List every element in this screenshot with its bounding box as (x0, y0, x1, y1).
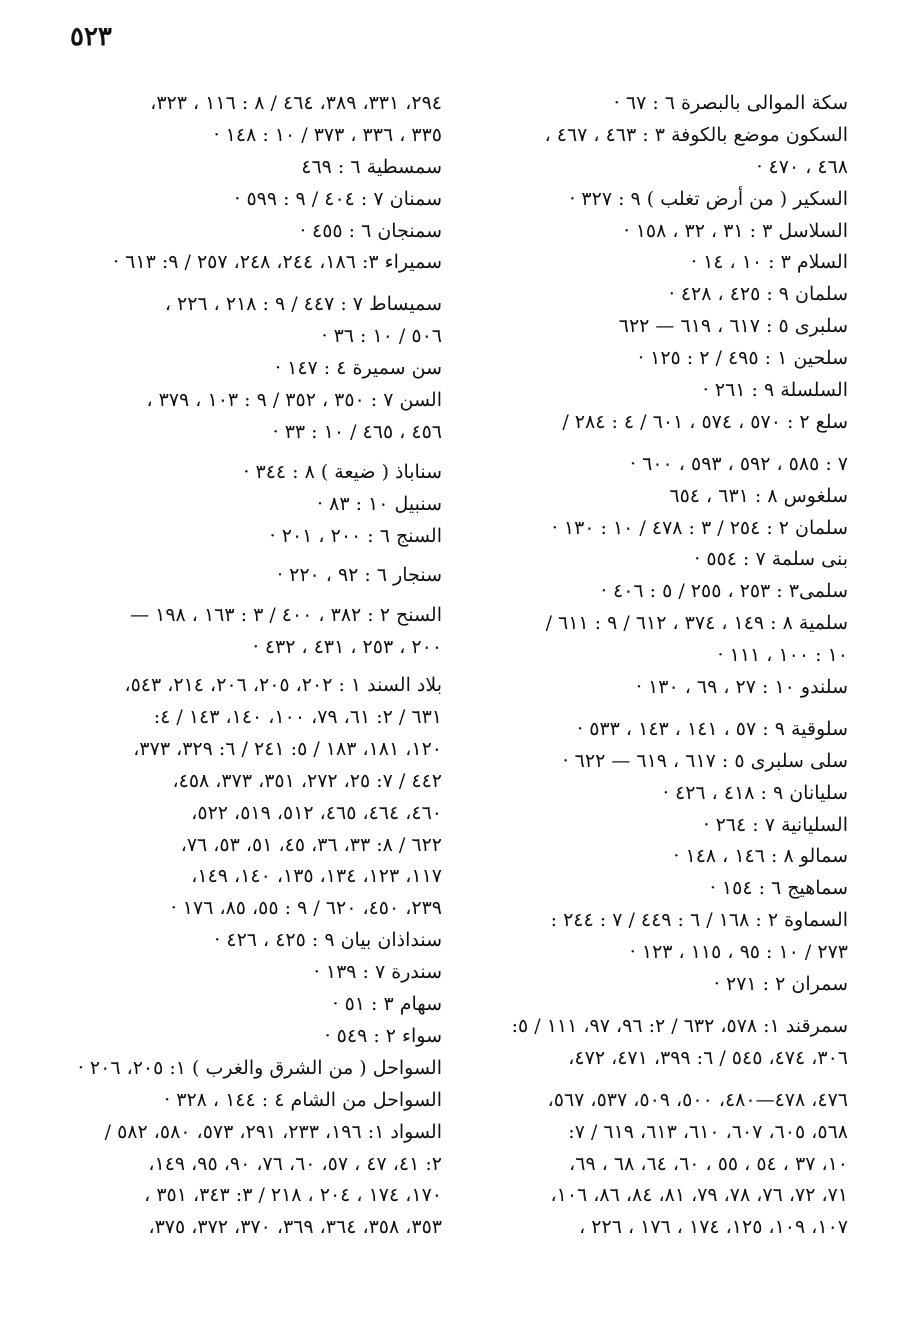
index-line: السواحل ( من الشرق والغرب ) ١: ٢٠٥، ٢٠٦ · (77, 1056, 442, 1079)
index-line: ٢٠٠ ، ٢٥٣ ، ٤٣١ ، ٤٣٢ · (252, 636, 442, 659)
index-line: السماوة ٢ : ١٦٨ / ٦ : ٤٤٩ / ٧ : ٢٤٤ : (550, 909, 848, 932)
index-line: ٤٦٨ ، ٤٧٠ · (756, 155, 848, 178)
index-line: السكون موضع بالكوفة ٣ : ٤٦٣ ، ٤٦٧ ، (544, 123, 848, 146)
index-column-right (458, 88, 848, 1239)
index-line: ٢٣٩، ٤٥٠، ٦٢٠ / ٩ : ٥٥، ٨٥، ١٧٦ · (170, 897, 442, 920)
index-line: سواء ٢ : ٥٤٩ · (324, 1024, 442, 1047)
index-line: سلغوس ٨ : ٦٣١ ، ٦٥٤ (669, 484, 848, 507)
index-line: سلوقية ٩ : ٥٧ ، ١٤١ ، ١٤٣ ، ٥٣٣ · (577, 717, 848, 740)
index-line: ١٧٠، ١٧٤ ، ٢٠٤ ، ٢١٨ / ٣: ٣٤٣، ٣٥١ ، (144, 1184, 442, 1207)
page-number: ٥٢٣ (70, 22, 112, 52)
index-line: سمسطية ٦ : ٤٦٩ (301, 155, 442, 178)
index-line: السكير ( من أرض تغلب ) ٩ : ٣٢٧ · (569, 187, 848, 210)
index-line: سليانان ٩ : ٤١٨ ، ٤٢٦ · (662, 781, 848, 804)
index-line: ٤٧٦، ٤٧٨—٤٨٠، ٥٠٠، ٥٠٩، ٥٣٧، ٥٦٧، (547, 1088, 848, 1111)
index-line: ٦٣١ / ٢: ٦١، ٧٩، ١٠٠، ١٤٠، ١٤٣ / ٤: (153, 706, 442, 729)
index-line: ٢٩٤، ٣٣١، ٣٨٩، ٤٦٤ / ٨ : ١١٦ ، ٣٢٣، (150, 92, 442, 114)
index-line: السليانية ٧ : ٢٦٤ · (703, 813, 848, 836)
index-line: سلندو ١٠ : ٢٧ ، ٦٩ ، ١٣٠ · (635, 676, 848, 699)
index-line: سنجار ٦ : ٩٢ ، ٢٢٠ · (277, 564, 442, 587)
index-line: ٤٦٠، ٤٦٤، ٤٦٥، ٥١٢، ٥١٩، ٥٢٢، (191, 801, 442, 824)
index-line: ٢٧٣ / ١٠ : ٩٥ ، ١١٥ ، ١٢٣ · (629, 941, 848, 964)
index-line: السن ٧ : ٣٥٠ ، ٣٥٢ / ٩ : ١٠٣ ، ٣٧٩ ، (146, 389, 442, 412)
index-line: ٤٥٦ ، ٤٦٥ / ١٠ : ٣٣ · (272, 420, 442, 443)
index-line: السلسلة ٩ : ٢٦١ · (702, 379, 848, 402)
index-line: سلمية ٨ : ١٤٩ ، ٣٧٤ ، ٦١٢ / ٩ : ٦١١ / (545, 612, 848, 635)
index-line: ٦٢٢ / ٨: ٣٣، ٣٦، ٤٥، ٥١، ٥٣، ٧٦، (180, 833, 442, 856)
index-line: سندرة ٧ : ١٣٩ · (313, 961, 442, 984)
index-line: السنح ٢ : ٣٨٢ ، ٤٠٠ / ٣ : ١٦٣ ، ١٩٨ — (130, 604, 442, 627)
index-line: السواحل من الشام ٤ : ١٤٤ ، ٣٢٨ · (164, 1088, 442, 1111)
index-line: ١٢٠، ١٨١، ١٨٣ / ٥: ٢٤١ / ٦: ٣٢٩، ٣٧٣، (133, 737, 442, 760)
index-line: بلاد السند ١ : ٢٠٢، ٢٠٥، ٢٠٦، ٢١٤، ٥٤٣، (124, 674, 442, 697)
index-line: سميساط ٧ : ٤٤٧ / ٩ : ٢١٨ ، ٢٢٦ ، (164, 293, 442, 316)
index-line: ٤٤٢ / ٧: ٢٥، ٢٧٢، ٣٥١، ٣٧٣، ٤٥٨، (172, 769, 442, 792)
index-line: سلمان ٩ : ٤٢٥ ، ٤٢٨ · (668, 283, 848, 306)
index-line: سلمى٣ : ٢٥٣ ، ٢٥٥ / ٥ : ٤٠٦ · (600, 580, 848, 603)
index-line: سلحين ١ : ٤٩٥ / ٢ : ١٢٥ · (638, 347, 848, 370)
index-line: سميراء ٣: ١٨٦، ٢٤٤، ٢٤٨، ٢٥٧ / ٩: ٦١٣ · (113, 251, 442, 274)
index-line: ٣٣٥ ، ٣٣٦ ، ٣٧٣ / ١٠ : ١٤٨ · (213, 123, 442, 146)
index-line: سمنجان ٦ : ٤٥٥ · (299, 219, 442, 242)
index-line: سلع ٢ : ٥٧٠ ، ٥٧٤ ، ٦٠١ / ٤ : ٢٨٤ / (562, 410, 848, 433)
index-line: سنداذان بيان ٩ : ٤٢٥ ، ٤٢٦ · (214, 929, 442, 952)
index-line: سلمان ٢ : ٢٥٤ / ٣ : ٤٧٨ / ١٠ : ١٣٠ · (551, 516, 848, 539)
index-line: سكة الموالى بالبصرة ٦ : ٦٧ · (613, 92, 848, 114)
index-line: ٢: ٤١، ٤٧ ، ٥٧، ٦٠، ٧٦، ٩٠، ٩٥، ١٤٩، (148, 1152, 442, 1175)
index-line: سماهيج ٦ : ١٥٤ · (709, 877, 848, 900)
index-line: ٧ : ٥٨٥ ، ٥٩٢ ، ٥٩٣ ، ٦٠٠ · (630, 452, 848, 475)
index-line: ١٠ : ١٠٠ ، ١١١ · (717, 644, 848, 667)
index-line: بنى سلمة ٧ : ٥٥٤ · (694, 548, 848, 571)
index-line: سناباذ ( ضيعة ) ٨ : ٣٤٤ · (243, 460, 442, 483)
index-line: سهام ٣ : ٥١ · (332, 993, 442, 1016)
index-line: سمالو ٨ : ١٤٦ ، ١٤٨ · (673, 845, 848, 868)
index-line: السلاسل ٣ : ٣١ ، ٣٢ ، ١٥٨ · (623, 219, 848, 242)
index-line: ٣٠٦، ٤٧٤، ٥٤٥ / ٦: ٣٩٩، ٤٧١، ٤٧٢، (568, 1046, 848, 1069)
index-line: السلام ٣ : ١٠ ، ١٤ · (690, 251, 848, 274)
index-line: ٥٠٦ / ١٠ : ٣٦ · (321, 325, 442, 348)
index-line: ٧١، ٧٢، ٧٦، ٧٨، ٧٩، ٨١، ٨٤، ٨٦، ١٠٦، (550, 1184, 848, 1207)
index-line: سمنان ٧ : ٤٠٤ / ٩ : ٥٩٩ · (234, 187, 442, 210)
index-line: سمران ٢ : ٢٧١ · (713, 973, 848, 996)
index-line: سلبرى ٥ : ٦١٧ ، ٦١٩ — ٦٢٢ (618, 315, 848, 338)
index-line: ١١٧، ١٢٣، ١٣٤، ١٣٥، ١٤٠، ١٤٩، (191, 865, 442, 888)
index-line: ٥٦٨، ٦٠٥، ٦٠٧، ٦١٠، ٦١٣، ٦١٩ / ٧: (568, 1120, 848, 1143)
index-line: سن سميرة ٤ : ١٤٧ · (275, 357, 442, 380)
index-line: سلى سلبرى ٥ : ٦١٧ ، ٦١٩ — ٦٢٢ · (562, 749, 848, 772)
index-line: ٣٥٣، ٣٥٨، ٣٦٤، ٣٦٩، ٣٧٠، ٣٧٢، ٣٧٥، (148, 1216, 442, 1239)
index-line: سمرقند ١: ٥٧٨، ٦٣٢ / ٢: ٩٦، ٩٧، ١١١ / ٥: (511, 1014, 848, 1037)
index-line: ١٠، ٣٧ ، ٥٤ ، ٥٥ ، ٦٠، ٦٤، ٦٨ ، ٦٩، (569, 1152, 848, 1175)
index-line: السواد ١: ١٩٦، ٢٣٣، ٢٩١، ٥٧٣، ٥٨٠، ٥٨٢ / (104, 1120, 442, 1143)
index-column-left (48, 88, 442, 1239)
index-line: ١٠٧، ١٠٩، ١٢٥، ١٧٤ ، ١٧٦ ، ٢٢٦ ، (579, 1216, 848, 1239)
index-line: سنبيل ١٠ : ٨٣ · (317, 492, 442, 515)
index-line: السنج ٦ : ٢٠٠ ، ٢٠١ · (269, 524, 442, 547)
